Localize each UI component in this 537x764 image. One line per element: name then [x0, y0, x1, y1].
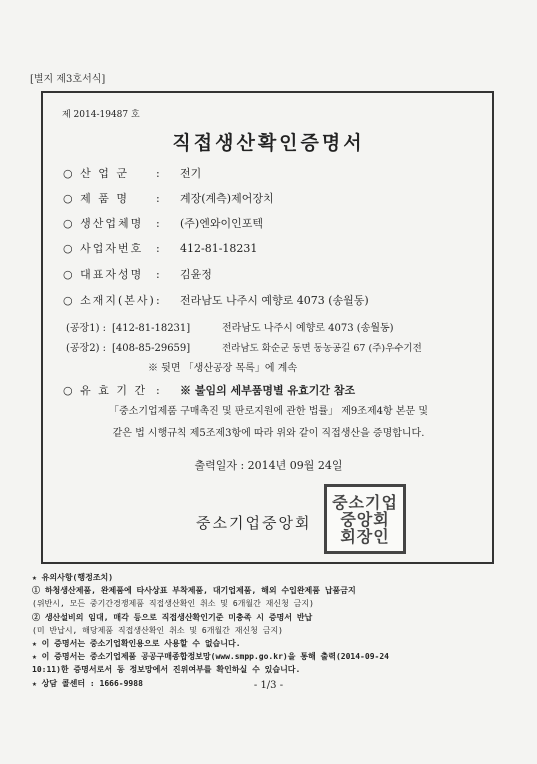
seal-line: 중앙회: [340, 509, 390, 529]
bullet-icon: ○: [63, 384, 81, 397]
field-row: [63, 215, 263, 231]
plant-2: [66, 339, 422, 354]
bullet-icon: ○: [63, 167, 81, 180]
field-value: 전라남도 나주시 예향로 4073 (송월동): [180, 294, 369, 307]
bullet-icon: ○: [63, 217, 81, 230]
field-label: 제 품 명: [80, 192, 129, 205]
field-value: 김윤정: [180, 268, 212, 281]
plant-number: [408-85-29659]: [112, 343, 191, 354]
seal-line: 회장인: [340, 526, 390, 546]
field-colon: :: [156, 294, 160, 307]
note-line: ★ 이 증명서는 중소기업확인용으로 사용할 수 없습니다.: [32, 639, 241, 649]
note-line: (위반시, 모든 중기간경쟁제품 직접생산확인 취소 및 6개월간 재신청 금지): [32, 599, 314, 609]
statement-line-1: 「중소기업제품 구매촉진 및 판로지원에 관한 법률」 제9조제4항 본문 및: [109, 406, 428, 417]
field-label: 유 효 기 간: [80, 384, 148, 397]
field-label: 사업자번호: [80, 242, 144, 255]
plant-number: [412-81-18231]: [112, 323, 191, 334]
field-colon: :: [156, 242, 160, 255]
note-line: (미 반납시, 해당제품 직접생산확인 취소 및 6개월간 재신청 금지): [32, 625, 283, 635]
certificate-title: 직접생산확인증명서: [172, 132, 365, 154]
plant-label: (공장2) :: [66, 343, 107, 354]
field-colon: :: [156, 217, 160, 230]
plant-address: 전라남도 나주시 예향로 4073 (송월동): [222, 323, 394, 334]
official-seal: [324, 484, 406, 554]
field-row: [63, 190, 274, 206]
field-value: (주)엔와이인포텍: [180, 217, 263, 230]
field-colon: :: [156, 167, 160, 180]
field-label: 대표자성명: [80, 268, 144, 281]
issuer-name: 중소기업중앙회: [196, 514, 312, 532]
bullet-icon: ○: [63, 242, 81, 255]
page-number: - 1/3 -: [253, 680, 284, 691]
document-number: 제 2014-19487 호: [62, 110, 140, 120]
field-row: [63, 292, 369, 308]
form-tag: [별지 제3호서식]: [30, 74, 106, 85]
field-validity: [63, 382, 355, 398]
back-page-note: ※ 뒷면 「생산공장 목록」에 계속: [148, 363, 297, 374]
note-line: ① 하청생산제품, 완제품에 타사상표 부착제품, 대기업제품, 해외 수입완제품 납품금지: [32, 586, 356, 596]
note-line: ★ 유의사항(행정조치): [32, 573, 114, 582]
bullet-icon: ○: [63, 192, 81, 205]
field-row: [63, 240, 257, 256]
plant-label: (공장1) :: [66, 323, 107, 334]
seal-line: 중소기업: [332, 492, 398, 512]
bullet-icon: ○: [63, 268, 81, 281]
notes-section: [32, 571, 512, 690]
field-label: 생산업체명: [80, 217, 144, 230]
note-line: ★ 이 증명서는 중소기업제품 공공구매종합정보망(www.smpp.go.kr)을 통해 출력(2014-09-24: [32, 652, 389, 662]
field-value: ※ 불임의 세부품명별 유효기간 참조: [180, 384, 356, 397]
print-date: 출력일자 : 2014년 09월 24일: [194, 459, 343, 472]
field-colon: :: [156, 192, 160, 205]
field-colon: :: [156, 268, 160, 281]
field-colon: :: [156, 384, 160, 397]
plant-1: [66, 319, 394, 334]
statement-line-2: 같은 법 시행규칙 제5조제3항에 따라 위와 같이 직접생산을 증명합니다.: [112, 428, 425, 439]
field-value: 412-81-18231: [180, 242, 258, 255]
field-row: [63, 266, 212, 282]
field-label: 산 업 군: [80, 167, 129, 180]
field-value: 계장(계측)제어장치: [180, 192, 274, 205]
note-line: 10:11)한 증명서로서 동 정보망에서 진위여부를 확인하실 수 있습니다.: [32, 665, 301, 675]
field-label: 소재지(본사): [80, 294, 156, 307]
plant-address: 전라남도 화순군 동면 동농공길 67 (주)우수기전: [222, 343, 422, 354]
field-row: [63, 165, 201, 181]
field-value: 전기: [180, 167, 202, 180]
bullet-icon: ○: [63, 294, 81, 307]
note-line: ② 생산설비의 임대, 매각 등으로 직접생산확인기준 미충족 시 증명서 반납: [32, 612, 313, 622]
note-line: ★ 상담 콜센터 : 1666-9988: [32, 678, 143, 688]
